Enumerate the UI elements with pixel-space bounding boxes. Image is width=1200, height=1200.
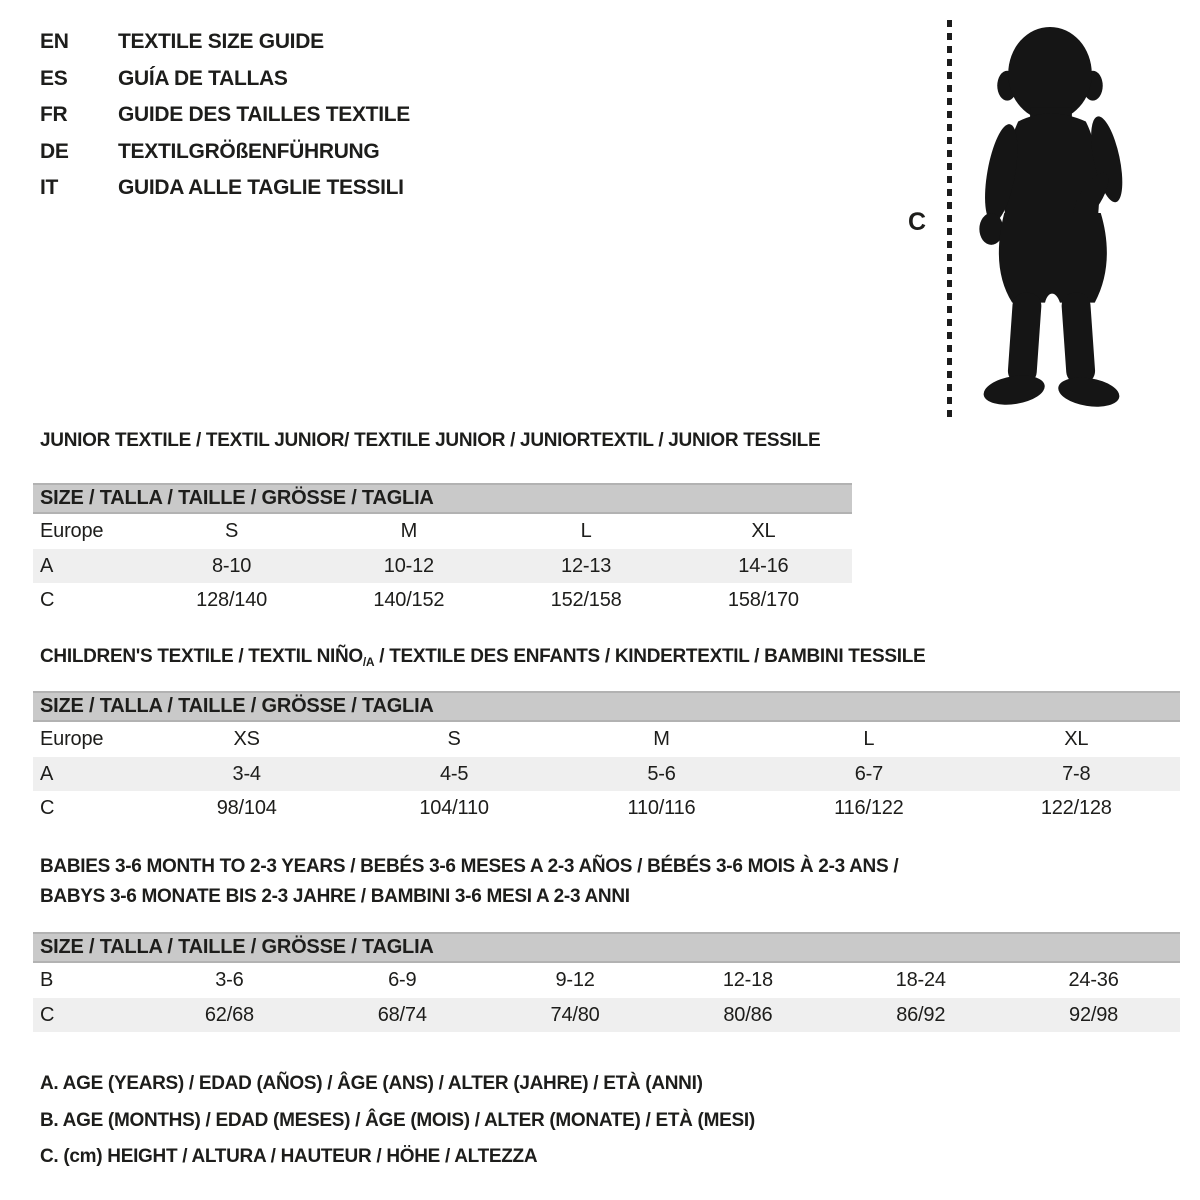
children-col-xs: XS <box>233 728 260 750</box>
children-col-s: S <box>447 728 461 750</box>
babies-title-line1: BABIES 3-6 MONTH TO 2-3 YEARS / BEBÉS 3-6 MESES A 2-3 AÑOS / BÉBÉS 3-6 MOIS À 2-3 ANS / <box>40 856 899 877</box>
babies-row-height <box>33 998 1180 1032</box>
children-height-m: 110/116 <box>627 796 696 819</box>
lang-row-en <box>40 24 410 61</box>
junior-col-xl: XL <box>751 520 776 542</box>
note-height-cm: C. (cm) HEIGHT / ALTURA / HAUTEUR / HÖHE / ALTEZZA <box>40 1146 538 1167</box>
junior-row-age-label: A <box>40 554 54 577</box>
babies-height-4: 80/86 <box>723 1003 773 1026</box>
lang-code-it: IT <box>40 176 59 199</box>
junior-col-m: M <box>400 520 418 542</box>
junior-height-xl: 158/170 <box>727 588 799 611</box>
children-age-l: 6-7 <box>854 762 884 785</box>
lang-code-en: EN <box>40 30 69 53</box>
babies-months-2: 6-9 <box>388 969 417 991</box>
note-age-months: B. AGE (MONTHS) / EDAD (MESES) / ÂGE (MOIS) / ALTER (MONATE) / ETÀ (MESI) <box>40 1109 755 1131</box>
babies-row-height-label: C <box>40 1003 55 1026</box>
children-col-l: L <box>863 728 875 750</box>
junior-row-age <box>33 549 852 583</box>
children-row-age-label: A <box>40 762 54 785</box>
junior-columns-row <box>33 514 852 549</box>
junior-size-header-bar: SIZE / TALLA / TAILLE / GRÖSSE / TAGLIA <box>33 483 852 514</box>
children-age-xs: 3-4 <box>232 762 261 785</box>
height-dashed-line <box>947 20 952 418</box>
note-age-years: A. AGE (YEARS) / EDAD (AÑOS) / ÂGE (ANS) / ALTER (JAHRE) / ETÀ (ANNI) <box>40 1073 703 1094</box>
lang-row-it <box>40 170 410 207</box>
babies-row-months <box>33 963 1180 998</box>
junior-age-s: 8-10 <box>212 554 252 577</box>
children-age-xl: 7-8 <box>1062 762 1091 785</box>
babies-months-3: 9-12 <box>555 969 595 991</box>
children-height-xl: 122/128 <box>1040 796 1112 819</box>
language-title-block <box>40 24 410 207</box>
children-title-subscript: /A <box>362 655 375 669</box>
children-row-age <box>33 757 1180 791</box>
children-age-m: 5-6 <box>647 762 676 785</box>
babies-height-2: 68/74 <box>377 1003 427 1026</box>
junior-section-title: JUNIOR TEXTILE / TEXTIL JUNIOR/ TEXTILE JUNIOR / JUNIORTEXTIL / JUNIOR TESSILE <box>40 430 821 451</box>
babies-height-5: 86/92 <box>896 1003 946 1026</box>
children-height-l: 116/122 <box>834 796 904 819</box>
lang-title-it: GUIDA ALLE TAGLIE TESSILI <box>118 176 404 199</box>
lang-code-fr: FR <box>40 103 68 126</box>
junior-height-l: 152/158 <box>550 588 622 611</box>
lang-title-en: TEXTILE SIZE GUIDE <box>118 30 324 53</box>
children-columns-row <box>33 722 1180 757</box>
children-age-s: 4-5 <box>439 762 469 785</box>
lang-row-fr <box>40 97 410 134</box>
junior-col-s: S <box>225 520 239 542</box>
children-section-title <box>40 646 925 669</box>
legend-notes <box>40 1066 755 1176</box>
junior-col-region: Europe <box>40 520 104 542</box>
height-measure-label: C <box>908 208 927 236</box>
junior-age-m: 10-12 <box>383 554 434 577</box>
junior-row-height-label: C <box>40 588 55 611</box>
babies-title-line2: BABYS 3-6 MONATE BIS 2-3 JAHRE / BAMBINI 3-6 MESI A 2-3 ANNI <box>40 886 630 907</box>
junior-age-xl: 14-16 <box>738 554 789 577</box>
baby-silhouette-icon <box>960 22 1140 420</box>
babies-height-6: 92/98 <box>1069 1003 1119 1026</box>
junior-height-s: 128/140 <box>196 588 268 611</box>
children-title-prefix: CHILDREN'S TEXTILE / TEXTIL NIÑO <box>40 646 363 667</box>
babies-months-6: 24-36 <box>1068 969 1119 991</box>
junior-age-l: 12-13 <box>561 554 612 577</box>
babies-height-1: 62/68 <box>204 1003 254 1026</box>
children-col-m: M <box>653 728 670 750</box>
lang-code-es: ES <box>40 66 68 90</box>
children-size-header-bar: SIZE / TALLA / TAILLE / GRÖSSE / TAGLIA <box>33 691 1180 722</box>
junior-size-table <box>33 483 852 617</box>
babies-months-1: 3-6 <box>215 969 244 991</box>
lang-row-es <box>40 61 410 98</box>
junior-col-l: L <box>580 520 592 542</box>
children-height-xs: 98/104 <box>216 796 277 819</box>
children-title-suffix: / TEXTILE DES ENFANTS / KINDERTEXTIL / BAMBINI TESSILE <box>374 646 926 667</box>
children-col-region: Europe <box>40 728 104 750</box>
children-height-s: 104/110 <box>419 796 489 819</box>
babies-size-table <box>33 932 1180 1032</box>
babies-months-5: 18-24 <box>895 969 946 991</box>
lang-title-fr: GUIDE DES TAILLES TEXTILE <box>118 103 410 126</box>
babies-months-4: 12-18 <box>722 969 773 991</box>
babies-row-months-label: B <box>40 969 54 991</box>
babies-section-title <box>40 852 898 912</box>
babies-height-3: 74/80 <box>550 1003 600 1026</box>
lang-row-de <box>40 134 410 171</box>
junior-height-m: 140/152 <box>373 588 445 611</box>
measurement-figure <box>880 0 1200 430</box>
lang-title-es: GUÍA DE TALLAS <box>118 66 288 90</box>
children-row-height <box>33 791 1180 825</box>
children-row-height-label: C <box>40 796 55 819</box>
children-col-xl: XL <box>1064 728 1089 750</box>
junior-row-height <box>33 583 852 617</box>
lang-title-de: TEXTILGRÖßENFÜHRUNG <box>118 139 380 163</box>
children-size-table <box>33 691 1180 825</box>
lang-code-de: DE <box>40 139 69 163</box>
babies-size-header-bar: SIZE / TALLA / TAILLE / GRÖSSE / TAGLIA <box>33 932 1180 963</box>
